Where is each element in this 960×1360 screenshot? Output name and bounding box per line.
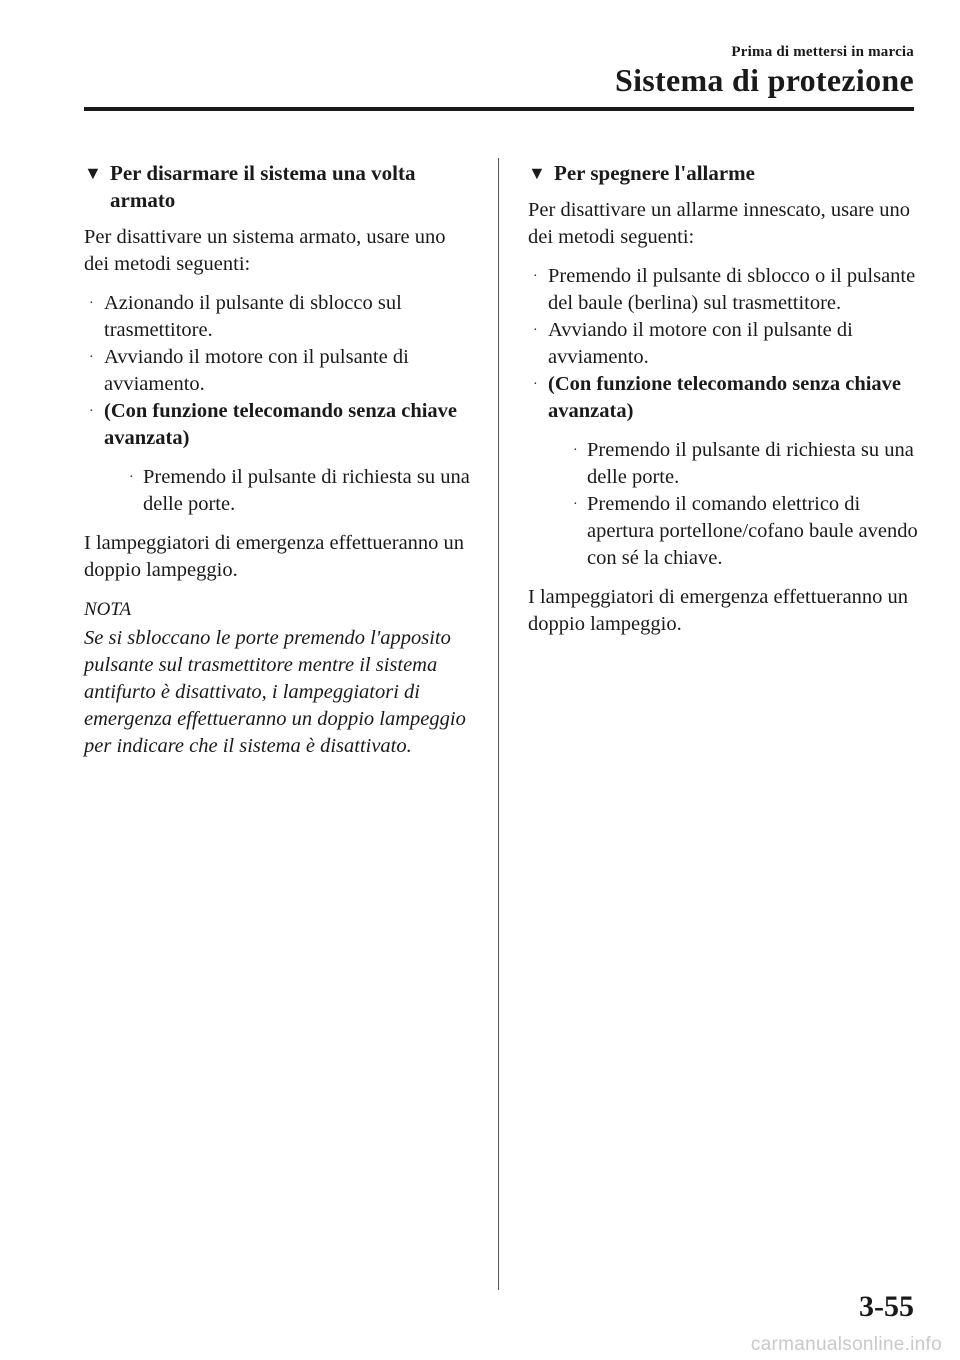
triangle-marker-icon: ▼: [84, 163, 102, 183]
method-list: [528, 263, 918, 572]
list-item: [528, 371, 918, 572]
list-item: [528, 263, 918, 317]
list-item-text: Avviando il motore con il pulsante di avviamento.: [548, 319, 853, 368]
sub-method-list: [124, 464, 474, 518]
bullet-icon: ·: [129, 470, 134, 485]
sub-list-item: [568, 437, 918, 491]
list-item-text: Premendo il pulsante di sblocco o il pulsante del baule (berlina) sul trasmettitore.: [548, 265, 916, 314]
right-column: [528, 160, 918, 650]
sub-list-item: [124, 464, 474, 518]
bullet-icon: ·: [89, 296, 94, 311]
intro-paragraph: Per disattivare un allarme innescato, usare uno dei metodi seguenti:: [528, 199, 910, 248]
list-item-condition: (Con funzione telecomando senza chiave avanzata): [104, 400, 458, 449]
method-list: [84, 290, 474, 518]
list-item: [84, 344, 474, 398]
outro-paragraph: I lampeggiatori di emergenza effettueranno un doppio lampeggio.: [528, 586, 909, 635]
list-item: [528, 317, 918, 371]
bullet-icon: ·: [89, 350, 94, 365]
note-body: Se si sbloccano le porte premendo l'apposito pulsante sul trasmettitore mentre il sistema antifurto è disattivato, i lampeggiatori di emergenza effettueranno un doppio lampeggio per indicare che il sistema è disattivato.: [84, 627, 466, 757]
page-number: 3-55: [859, 1290, 914, 1323]
column-divider: [498, 158, 499, 1290]
sub-list-item-text: Premendo il pulsante di richiesta su una delle porte.: [587, 439, 914, 488]
page-title: Sistema di protezione: [614, 62, 914, 98]
sub-list-item: [568, 491, 918, 572]
list-item-condition: (Con funzione telecomando senza chiave avanzata): [548, 373, 902, 422]
list-item: [84, 290, 474, 344]
bullet-icon: ·: [533, 323, 538, 338]
heading-text: Per disarmare il sistema una volta armato: [110, 161, 416, 212]
triangle-marker-icon: ▼: [528, 163, 546, 183]
section-heading-disarm: [84, 160, 474, 214]
heading-text: Per spegnere l'allarme: [554, 161, 755, 185]
intro-paragraph: Per disattivare un sistema armato, usare uno dei metodi seguenti:: [84, 226, 446, 275]
left-column: [84, 160, 474, 760]
list-item-text: Avviando il motore con il pulsante di avviamento.: [104, 346, 409, 395]
list-item-text: Azionando il pulsante di sblocco sul trasmettitore.: [104, 292, 402, 341]
section-heading-alarm-off: [528, 160, 918, 187]
note-label: NOTA: [84, 599, 132, 620]
watermark: carmanualsonline.info: [750, 1334, 942, 1355]
bullet-icon: ·: [573, 497, 578, 512]
bullet-icon: ·: [573, 443, 578, 458]
outro-paragraph: I lampeggiatori di emergenza effettueranno un doppio lampeggio.: [84, 532, 465, 581]
sub-list-item-text: Premendo il comando elettrico di apertura portellone/cofano baule avendo con sé la chiave.: [587, 493, 918, 569]
header-rule: [84, 107, 914, 111]
bullet-icon: ·: [533, 269, 538, 284]
bullet-icon: ·: [533, 377, 538, 392]
bullet-icon: ·: [89, 404, 94, 419]
sub-method-list: [568, 437, 918, 572]
sub-list-item-text: Premendo il pulsante di richiesta su una delle porte.: [143, 466, 470, 515]
running-header-section: Prima di mettersi in marcia: [731, 44, 914, 60]
list-item: [84, 398, 474, 518]
